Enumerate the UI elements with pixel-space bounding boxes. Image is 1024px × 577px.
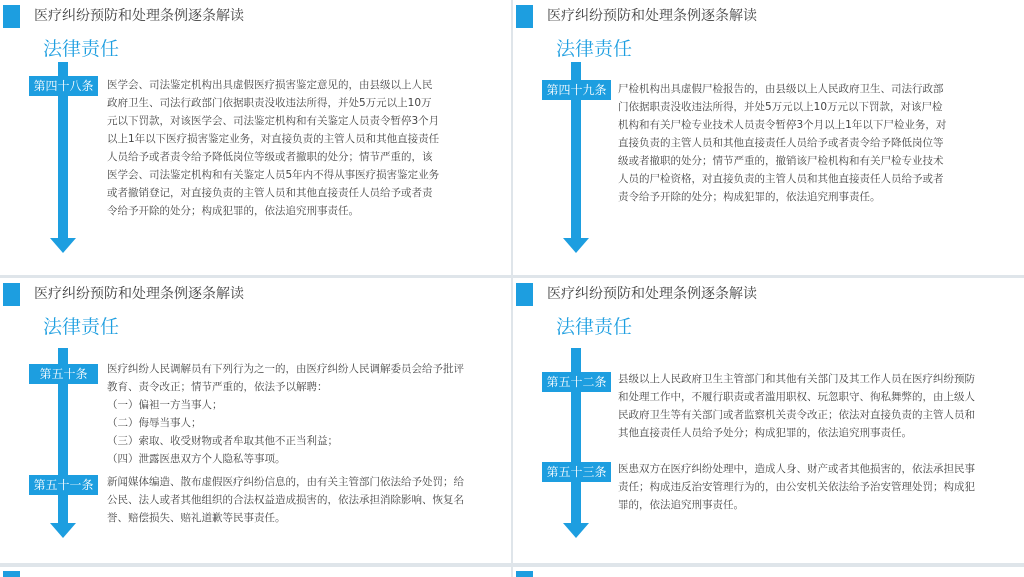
- slide-panel-article-48: [0, 0, 511, 275]
- slide-panel-articles-50-51: [0, 278, 511, 563]
- article-tag: 第五十条: [29, 364, 98, 384]
- article-line: 责任；构成违反治安管理行为的，由公安机关依法给予治安管理处罚；构成犯: [618, 481, 975, 493]
- header-title: 医疗纠纷预防和处理条例逐条解读: [34, 286, 244, 302]
- article-text: [107, 473, 507, 527]
- article-tag: 第五十三条: [542, 462, 611, 482]
- article-text: [618, 370, 1020, 442]
- section-title: 法律责任: [556, 38, 633, 60]
- header-accent-bar: [3, 283, 20, 306]
- article-line: 令给予开除的处分；构成犯罪的，依法追究刑事责任。: [107, 205, 359, 217]
- header-title: 医疗纠纷预防和处理条例逐条解读: [547, 8, 757, 24]
- article-line: 门依据职责没收违法所得，并处5万元以上10万元以下罚款，对该尸检: [618, 101, 943, 113]
- article-line: 罪的，依法追究刑事责任。: [618, 499, 744, 511]
- article-line: （四）泄露医患双方个人隐私等事项。: [107, 453, 286, 465]
- article-line: 公民、法人或者其他组织的合法权益造成损害的，依法承担消除影响、恢复名: [107, 494, 464, 506]
- header-accent-bar: [516, 5, 533, 28]
- article-line: 医疗纠纷人民调解员有下列行为之一的，由医疗纠纷人民调解委员会给予批评: [107, 363, 464, 375]
- section-title: 法律责任: [43, 38, 120, 60]
- article-line: 尸检机构出具虚假尸检报告的，由县级以上人民政府卫生、司法行政部: [618, 83, 944, 95]
- article-line: 医学会、司法鉴定机构和有关鉴定人员5年内不得从事医疗损害鉴定业务: [107, 169, 440, 181]
- article-text: [107, 360, 507, 468]
- section-title: 法律责任: [556, 316, 633, 338]
- article-line: 或者撤销登记，对直接负责的主管人员和其他直接责任人员给予或者责: [107, 187, 433, 199]
- article-line: 教育、责令改正；情节严重的，依法予以解聘：: [107, 381, 328, 393]
- article-line: 人员给予或者责令给予降低岗位等级或者撤职的处分；情节严重的，该: [107, 151, 433, 163]
- article-line: 机构和有关尸检专业技术人员责令暂停3个月以上1年以下尸检业务，对: [618, 119, 947, 131]
- arrow-down-icon: [563, 238, 589, 253]
- arrow-down-icon: [50, 238, 76, 253]
- header-accent-bar: [516, 571, 533, 577]
- article-line: 其他直接责任人员给予处分；构成犯罪的，依法追究刑事责任。: [618, 427, 912, 439]
- arrow-down-icon: [563, 523, 589, 538]
- article-line: 和处理工作中，不履行职责或者滥用职权、玩忽职守、徇私舞弊的，由上级人: [618, 391, 975, 403]
- article-line: 医学会、司法鉴定机构出具虚假医疗损害鉴定意见的，由县级以上人民: [107, 79, 433, 91]
- slide-panel-article-49: [513, 0, 1024, 275]
- article-line: 新闻媒体编造、散布虚假医疗纠纷信息的，由有关主管部门依法给予处罚；给: [107, 476, 464, 488]
- article-text: [107, 76, 507, 220]
- header-accent-bar: [516, 283, 533, 306]
- header-title: 医疗纠纷预防和处理条例逐条解读: [34, 8, 244, 24]
- article-line: 责令给予开除的处分；构成犯罪的，依法追究刑事责任。: [618, 191, 881, 203]
- slide-panel-partial: [513, 567, 1024, 577]
- article-line: 誉、赔偿损失、赔礼道歉等民事责任。: [107, 512, 286, 524]
- article-line: 以上1年以下医疗损害鉴定业务，对直接负责的主管人员和其他直接责任: [107, 133, 440, 145]
- article-line: 元以下罚款，对该医学会、司法鉴定机构和有关鉴定人员责令暂停3个月: [107, 115, 440, 127]
- article-line: 级或者撤职的处分；情节严重的，撤销该尸检机构和有关尸检专业技术: [618, 155, 944, 167]
- article-line: （三）索取、收受财物或者牟取其他不正当利益；: [107, 435, 338, 447]
- article-line: （一）偏袒一方当事人；: [107, 399, 223, 411]
- article-text: [618, 460, 1020, 514]
- article-line: 人员的尸检资格，对直接负责的主管人员和其他直接责任人员给予或者: [618, 173, 944, 185]
- article-tag: 第五十二条: [542, 372, 611, 392]
- article-line: 民政府卫生等有关部门或者监察机关责令改正；依法对直接负责的主管人员和: [618, 409, 975, 421]
- header-accent-bar: [3, 571, 20, 577]
- header-title: 医疗纠纷预防和处理条例逐条解读: [547, 286, 757, 302]
- article-text: [618, 80, 1020, 206]
- section-title: 法律责任: [43, 316, 120, 338]
- article-line: 直接负责的主管人员和其他直接责任人员给予或者责令给予降低岗位等: [618, 137, 944, 149]
- article-line: 医患双方在医疗纠纷处理中，造成人身、财产或者其他损害的，依法承担民事: [618, 463, 975, 475]
- article-tag: 第五十一条: [29, 475, 98, 495]
- article-line: 县级以上人民政府卫生主管部门和其他有关部门及其工作人员在医疗纠纷预防: [618, 373, 975, 385]
- article-line: （二）侮辱当事人；: [107, 417, 202, 429]
- article-tag: 第四十九条: [542, 80, 611, 100]
- header-accent-bar: [3, 5, 20, 28]
- slide-panel-articles-52-53: [513, 278, 1024, 563]
- article-tag: 第四十八条: [29, 76, 98, 96]
- slide-panel-partial: [0, 567, 511, 577]
- article-line: 政府卫生、司法行政部门依据职责没收违法所得，并处5万元以上10万: [107, 97, 432, 109]
- arrow-down-icon: [50, 523, 76, 538]
